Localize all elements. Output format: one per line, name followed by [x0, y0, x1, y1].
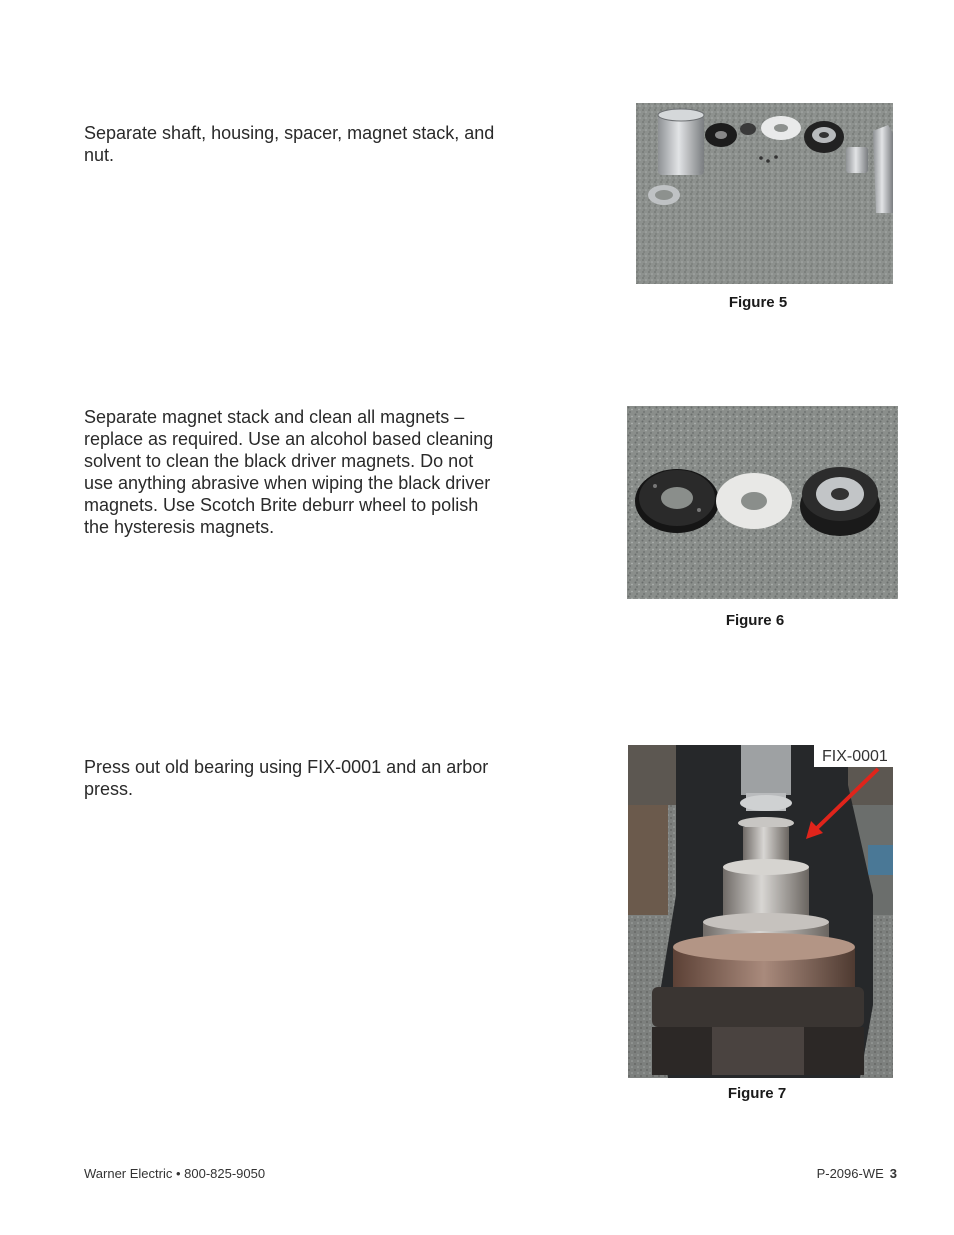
figure-7-photo — [628, 745, 893, 1078]
page-number: 3 — [889, 1166, 897, 1181]
figure-5-caption: Figure 5 — [728, 294, 788, 311]
step-1-text: Separate shaft, housing, spacer, magnet stack, and nut. — [84, 123, 495, 165]
footer-doc-info — [817, 1166, 897, 1181]
step-2-text: Separate magnet stack and clean all magnets – replace as required. Use an alcohol based cleaning solvent to clean the black driver magnets. Do not use anything abrasive when wiping the black driver magnets. Use Scotch Brite deburr wheel to polish the hysteresis magnets. — [84, 407, 494, 537]
figure-5-photo — [636, 103, 893, 284]
step-3-text: Press out old bearing using FIX-0001 and an arbor press. — [84, 757, 489, 799]
footer-doc-number: P-2096-WE — [816, 1166, 884, 1181]
fix-0001-callout-label: FIX-0001 — [822, 748, 888, 765]
footer-company-line: Warner Electric • 800-825-9050 — [84, 1166, 266, 1181]
figure-6-caption: Figure 6 — [725, 612, 785, 629]
figure-6-photo — [627, 406, 898, 599]
figure-7-caption: Figure 7 — [727, 1085, 787, 1102]
